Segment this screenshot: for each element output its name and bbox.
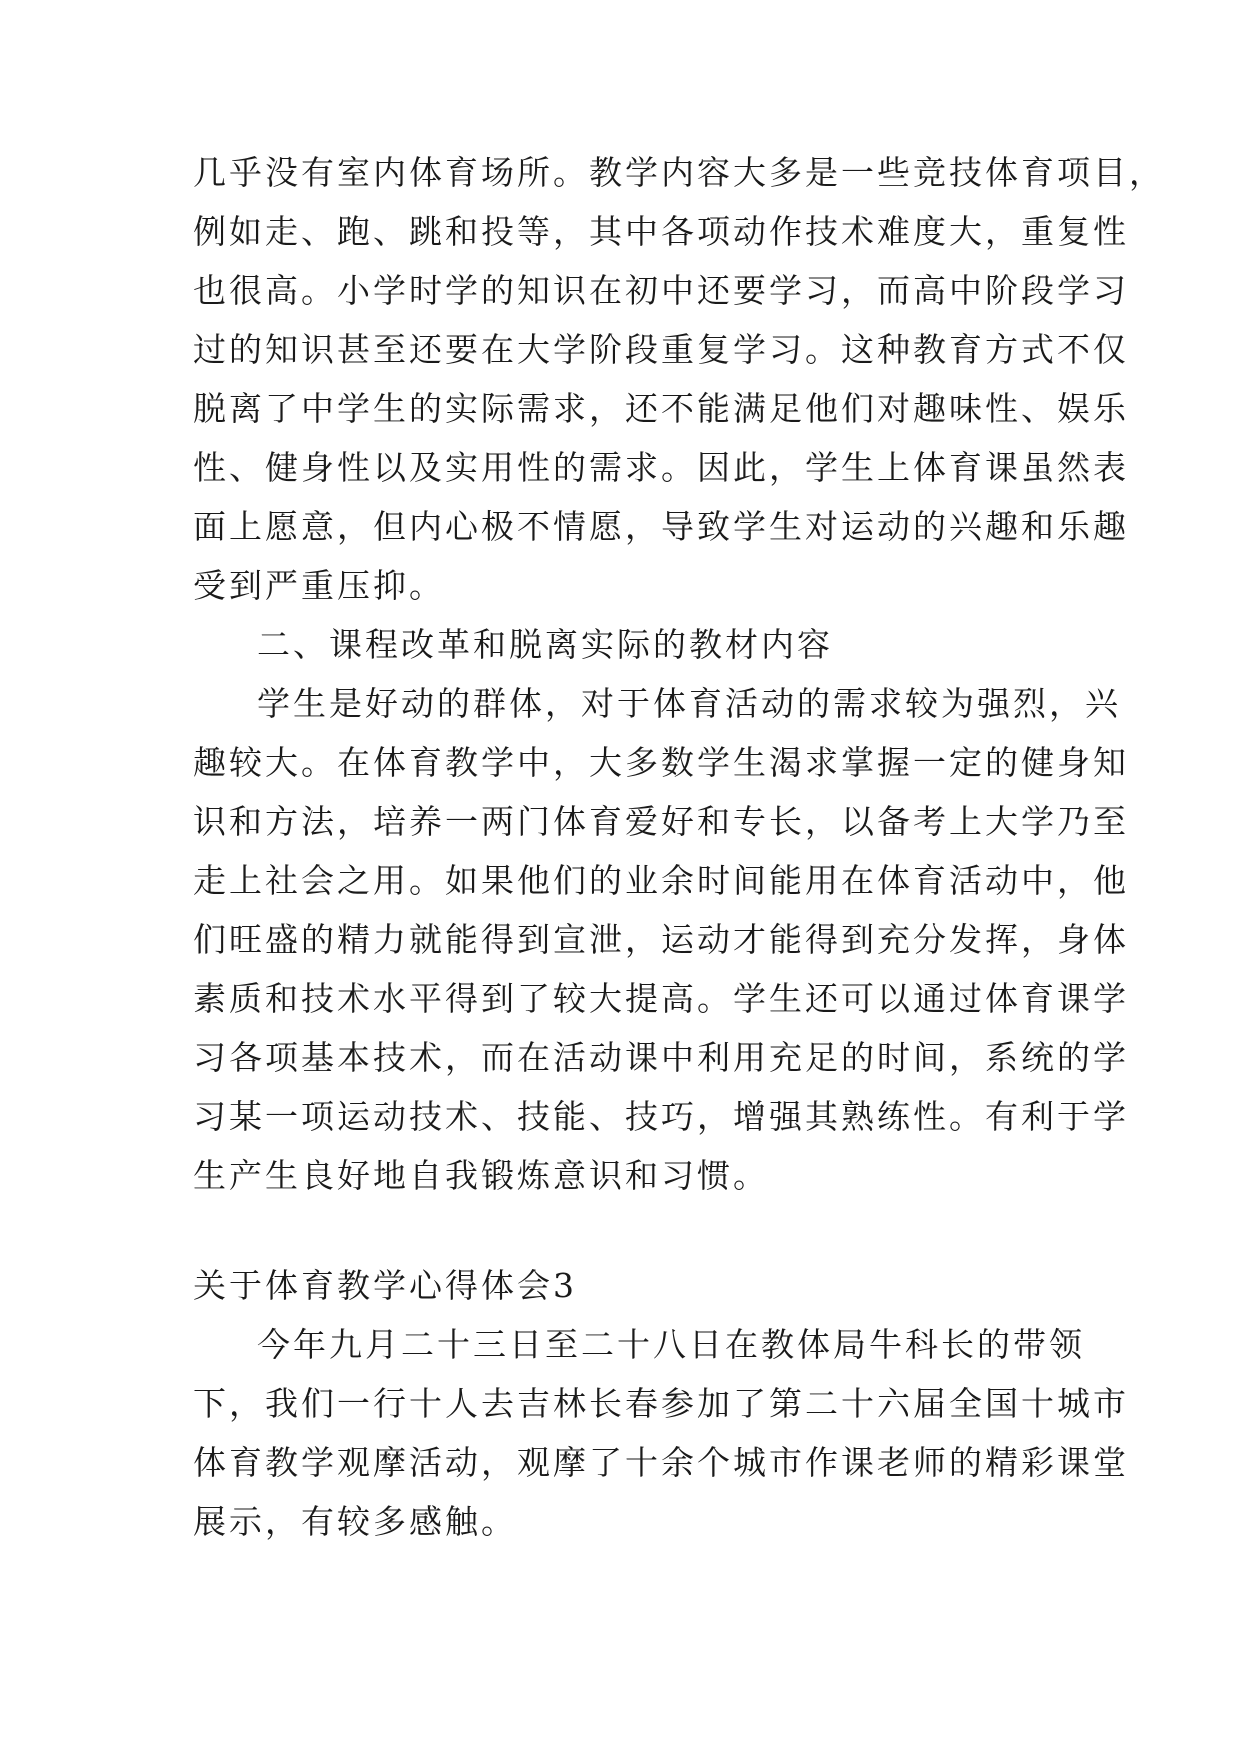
text-line: 生产生良好地自我锻炼意识和习惯。 xyxy=(193,1156,769,1195)
text-line: 脱离了中学生的实际需求，还不能满足他们对趣味性、娱乐 xyxy=(193,389,1129,428)
text-line: 面上愿意，但内心极不情愿，导致学生对运动的兴趣和乐趣 xyxy=(193,507,1129,546)
text-line: 习某一项运动技术、技能、技巧，增强其熟练性。有利于学 xyxy=(193,1097,1129,1136)
text-line: 趣较大。在体育教学中，大多数学生渴求掌握一定的健身知 xyxy=(193,743,1129,782)
text-line: 素质和技术水平得到了较大提高。学生还可以通过体育课学 xyxy=(193,979,1129,1018)
article-title: 关于体育教学心得体会3 xyxy=(193,1266,577,1305)
text-line: 学生是好动的群体，对于体育活动的需求较为强烈，兴 xyxy=(257,684,1121,723)
section-heading: 二、课程改革和脱离实际的教材内容 xyxy=(257,625,833,664)
text-line: 下，我们一行十人去吉林长春参加了第二十六届全国十城市 xyxy=(193,1384,1129,1423)
text-line: 展示，有较多感触。 xyxy=(193,1502,517,1541)
text-line: 识和方法，培养一两门体育爱好和专长，以备考上大学乃至 xyxy=(193,802,1129,841)
text-line: 们旺盛的精力就能得到宣泄，运动才能得到充分发挥，身体 xyxy=(193,920,1129,959)
text-line: 也很高。小学时学的知识在初中还要学习，而高中阶段学习 xyxy=(193,271,1129,310)
text-line: 习各项基本技术，而在活动课中利用充足的时间，系统的学 xyxy=(193,1038,1129,1077)
text-line: 体育教学观摩活动，观摩了十余个城市作课老师的精彩课堂 xyxy=(193,1443,1129,1482)
text-line: 性、健身性以及实用性的需求。因此，学生上体育课虽然表 xyxy=(193,448,1129,487)
text-line: 走上社会之用。如果他们的业余时间能用在体育活动中，他 xyxy=(193,861,1129,900)
text-line: 受到严重压抑。 xyxy=(193,566,445,605)
text-line: 例如走、跑、跳和投等，其中各项动作技术难度大，重复性 xyxy=(193,212,1129,251)
text-line: 过的知识甚至还要在大学阶段重复学习。这种教育方式不仅 xyxy=(193,330,1129,369)
text-line: 几乎没有室内体育场所。教学内容大多是一些竞技体育项目， xyxy=(193,153,1165,192)
text-line: 今年九月二十三日至二十八日在教体局牛科长的带领 xyxy=(257,1325,1085,1364)
